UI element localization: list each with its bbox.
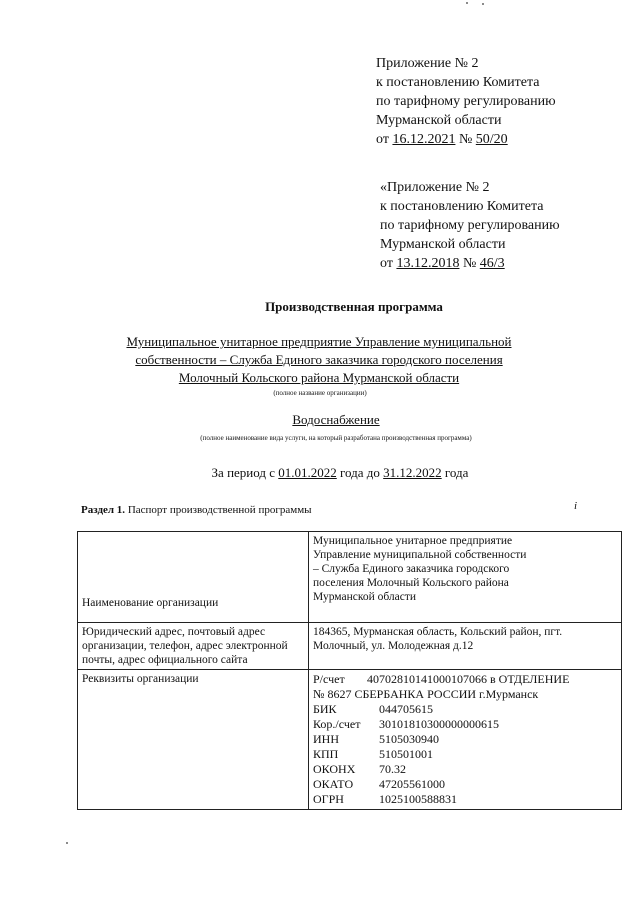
requisite-okato: [313, 777, 617, 792]
address-value: [309, 623, 622, 670]
appendix-previous-line4: Мурманской области: [380, 237, 506, 252]
service-name: Водоснабжение: [292, 412, 380, 427]
requisite-corr: [313, 717, 617, 732]
table-row: [78, 670, 622, 810]
period-prefix: За период с: [211, 465, 279, 480]
period-line: [20, 464, 640, 482]
appendix-current-line2: к постановлению Комитета: [376, 75, 540, 90]
requisite-key: ОКОНХ: [313, 762, 356, 776]
requisite-ogrn: [313, 792, 617, 807]
requisite-value: 5105030940: [379, 732, 439, 746]
requisite-value: 70.32: [379, 762, 406, 776]
requisite-value: 40702810141000107066 в ОТДЕЛЕНИЕ: [367, 672, 570, 686]
service-caption: (полное наименование вида услуги, на который разработана производственная программа): [200, 434, 472, 442]
date-prefix: от: [380, 256, 397, 271]
organization-line1: Муниципальное унитарное предприятие Управление муниципальной: [126, 334, 512, 349]
period-from: 01.01.2022: [278, 465, 337, 480]
requisite-key: Р/счет: [313, 672, 345, 686]
appendix-current-date: 16.12.2021: [392, 132, 456, 147]
section-text: Паспорт производственной программы: [125, 504, 312, 516]
org-name-value-line: – Служба Единого заказчика городского: [313, 563, 510, 575]
appendix-current-line1: Приложение № 2: [376, 56, 479, 71]
appendix-previous-dateline: [380, 254, 560, 273]
period-suffix: года: [441, 465, 469, 480]
margin-mark: i: [574, 500, 578, 512]
appendix-previous: [380, 178, 560, 273]
appendix-current-number: 50/20: [475, 132, 508, 147]
requisite-key: БИК: [313, 702, 337, 716]
section-label: Раздел 1.: [81, 504, 126, 516]
requisite-value: 47205561000: [379, 777, 445, 791]
requisite-key: ИНН: [313, 732, 339, 746]
scan-speck: [466, 2, 468, 4]
section-heading: [81, 504, 312, 516]
appendix-current-line4: Мурманской области: [376, 113, 502, 128]
requisite-key: Кор./счет: [313, 717, 361, 731]
requisite-value: 510501001: [379, 747, 433, 761]
address-label-line: Юридический адрес, почтовый адрес: [82, 626, 266, 638]
organization-line2: собственности – Служба Единого заказчика городского поселения: [135, 352, 503, 367]
address-label-line: почты, адрес официального сайта: [82, 654, 248, 666]
address-value-line: 184365, Мурманская область, Кольский район, пгт.: [313, 626, 563, 638]
appendix-previous-line2: к постановлению Комитета: [380, 199, 544, 214]
requisites-value: [309, 670, 622, 810]
address-label-line: организации, телефон, адрес электронной: [82, 640, 288, 652]
table-row: [78, 532, 622, 623]
org-name-label: Наименование организации: [78, 532, 309, 623]
appendix-current: [376, 54, 556, 149]
requisite-key: КПП: [313, 747, 339, 761]
requisite-kpp: [313, 747, 617, 762]
requisite-inn: [313, 732, 617, 747]
appendix-previous-date: 13.12.2018: [396, 256, 460, 271]
requisites-label: Реквизиты организации: [78, 670, 309, 810]
requisite-bank: № 8627 СБЕРБАНКА РОССИИ г.Мурманск: [313, 687, 539, 701]
requisite-key: ОГРН: [313, 792, 344, 806]
org-name-value-line: Муниципальное унитарное предприятие: [313, 535, 513, 547]
appendix-current-line3: по тарифному регулированию: [376, 94, 556, 109]
org-name-value-line: Мурманской области: [313, 591, 417, 603]
scan-speck: [66, 842, 68, 844]
number-prefix: №: [459, 256, 480, 271]
requisite-key: ОКАТО: [313, 777, 354, 791]
org-name-value-line: Управление муниципальной собственности: [313, 549, 527, 561]
requisite-value: 044705615: [379, 702, 433, 716]
organization-name: [0, 333, 639, 387]
appendix-current-dateline: [376, 130, 556, 149]
number-prefix: №: [455, 132, 476, 147]
address-label: [78, 623, 309, 670]
passport-table: [77, 531, 622, 810]
requisite-value: 30101810300000000615: [379, 717, 499, 731]
scan-speck: [482, 3, 484, 5]
appendix-previous-line3: по тарифному регулированию: [380, 218, 560, 233]
org-name-value: [309, 532, 622, 623]
appendix-previous-line1: «Приложение № 2: [380, 180, 490, 195]
requisite-bik: [313, 702, 617, 717]
date-prefix: от: [376, 132, 393, 147]
table-row: [78, 623, 622, 670]
requisite-value: 1025100588831: [379, 792, 457, 806]
organization-line3: Молочный Кольского района Мурманской области: [178, 370, 460, 385]
requisite-account: [313, 672, 617, 687]
period-to: 31.12.2022: [383, 465, 442, 480]
org-name-value-line: поселения Молочный Кольского района: [313, 577, 509, 589]
address-value-line: Молочный, ул. Молодежная д.12: [313, 640, 474, 652]
period-middle: года до: [336, 465, 384, 480]
organization-caption: (полное название организации): [273, 389, 367, 397]
program-title: Производственная программа: [265, 299, 443, 314]
requisite-okonh: [313, 762, 617, 777]
appendix-previous-number: 46/3: [479, 256, 505, 271]
